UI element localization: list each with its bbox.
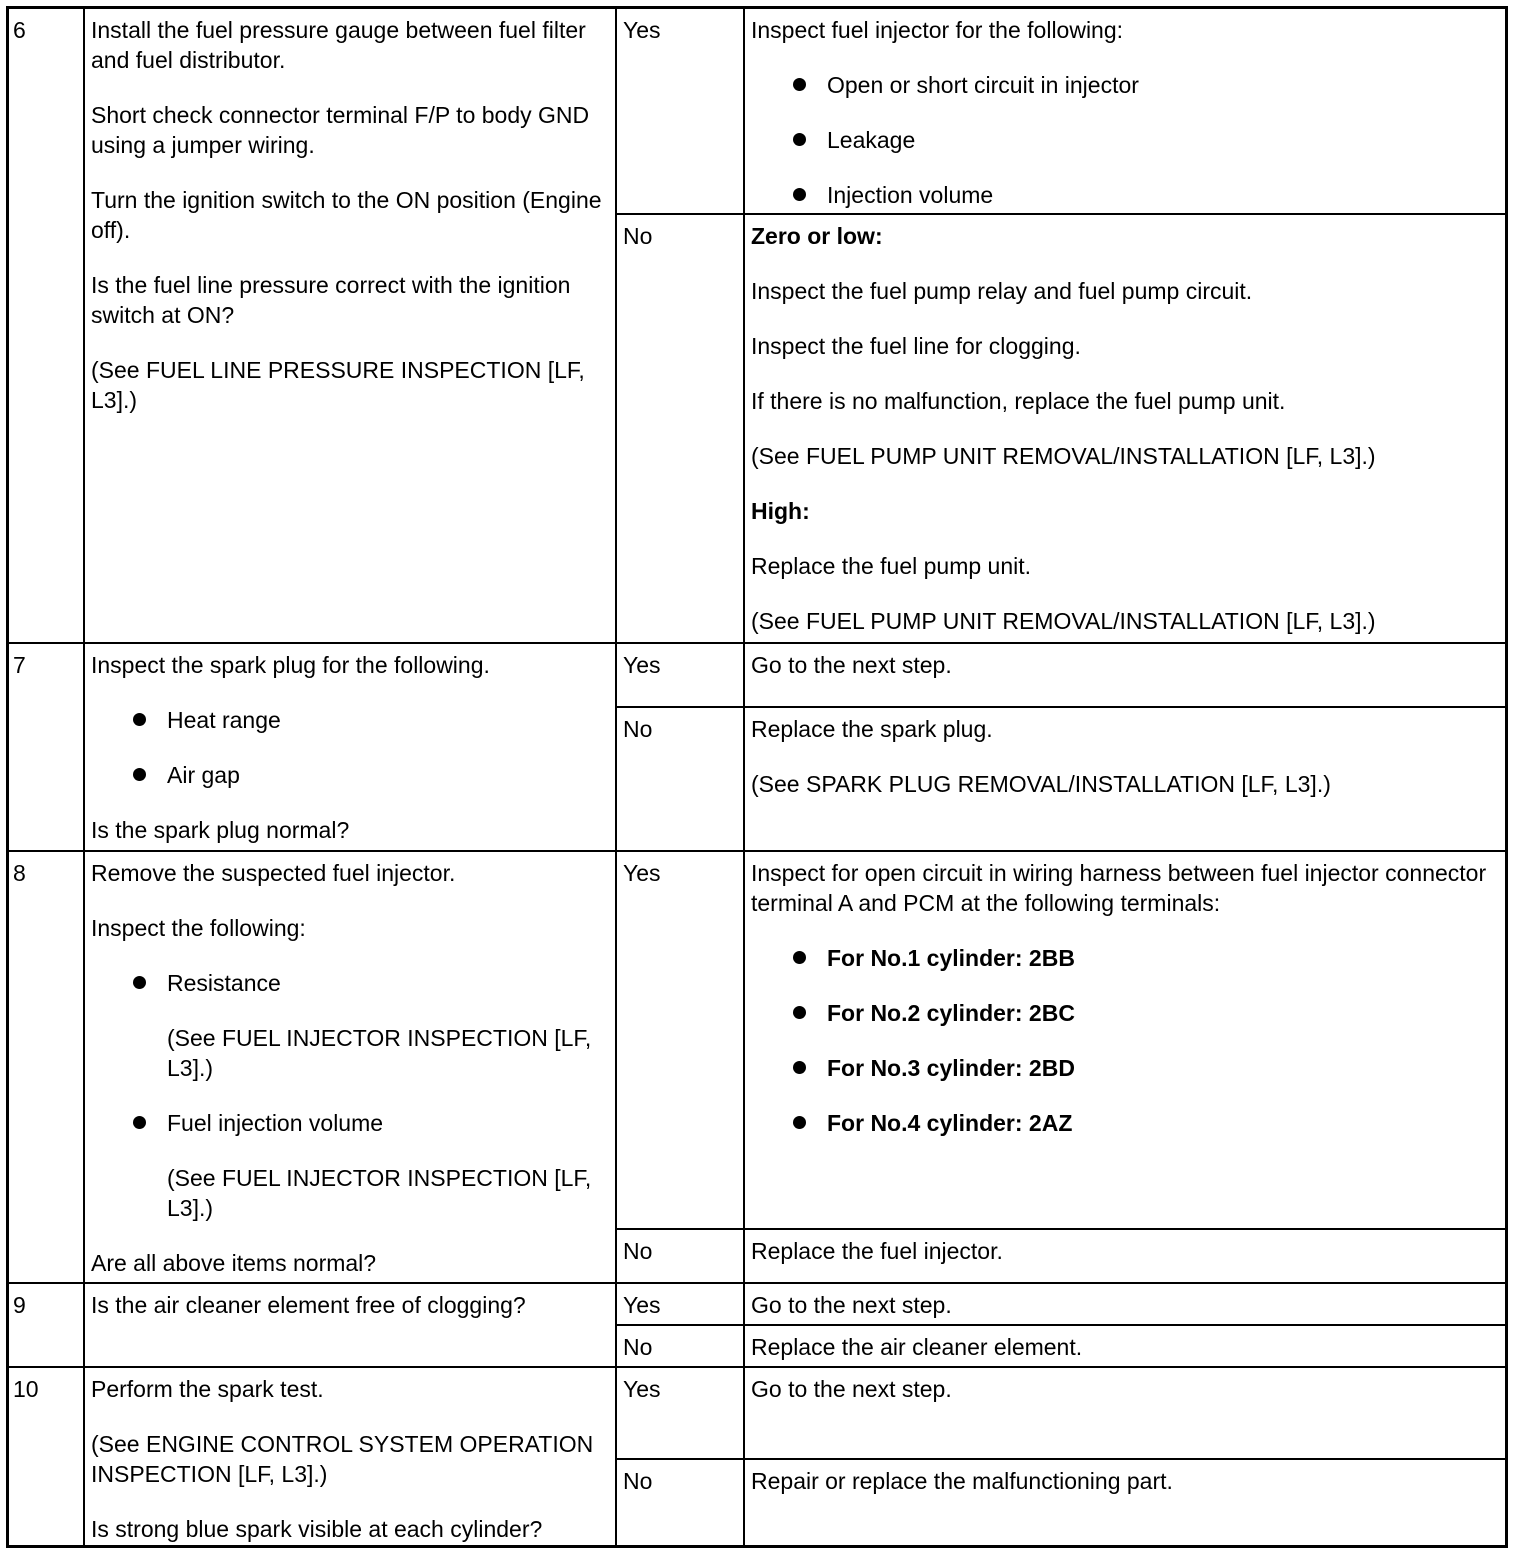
result-text: Replace the fuel injector. <box>751 1238 1003 1264</box>
result-heading: Zero or low: <box>751 223 883 249</box>
step-action <box>85 1284 617 1366</box>
diagnostic-table <box>6 6 1508 1548</box>
reference-text: (See SPARK PLUG REMOVAL/INSTALLATION [LF, L3].) <box>751 771 1331 797</box>
bullet-item: Heat range <box>91 705 609 735</box>
no-branch <box>617 1230 1505 1282</box>
no-result <box>745 1460 1505 1545</box>
yes-branch <box>617 1284 1505 1326</box>
bullet-icon <box>793 951 806 964</box>
no-label: No <box>617 1230 745 1282</box>
yes-result <box>745 1368 1505 1458</box>
step-action <box>85 1368 617 1545</box>
step-7-row <box>9 644 1505 852</box>
action-text: Install the fuel pressure gauge between fuel filter and fuel distributor. <box>91 17 586 73</box>
step-action <box>85 644 617 850</box>
yes-label: Yes <box>617 9 745 213</box>
action-text: Is the fuel line pressure correct with the ignition switch at ON? <box>91 272 571 328</box>
yes-label: Yes <box>617 1284 745 1324</box>
bullet-item: For No.4 cylinder: 2AZ <box>751 1108 1499 1138</box>
bullet-item: For No.3 cylinder: 2BD <box>751 1053 1499 1083</box>
action-text: Perform the spark test. <box>91 1376 324 1402</box>
step-number: 10 <box>9 1368 85 1545</box>
step-number: 6 <box>9 9 85 642</box>
bullet-item: For No.2 cylinder: 2BC <box>751 998 1499 1028</box>
result-text: Inspect the fuel line for clogging. <box>751 333 1081 359</box>
result-text: Replace the spark plug. <box>751 716 993 742</box>
bullet-icon <box>793 1006 806 1019</box>
result-text: Go to the next step. <box>751 1292 952 1318</box>
bullet-icon <box>133 1116 146 1129</box>
yes-label: Yes <box>617 1368 745 1458</box>
no-result <box>745 708 1505 850</box>
no-label: No <box>617 1326 745 1366</box>
no-label: No <box>617 708 745 850</box>
no-branch <box>617 1460 1505 1545</box>
action-text: Short check connector terminal F/P to body GND using a jumper wiring. <box>91 102 590 158</box>
bullet-item: Air gap <box>91 760 609 790</box>
reference-text: (See FUEL LINE PRESSURE INSPECTION [LF, L3].) <box>91 357 585 413</box>
bullet-item: Leakage <box>751 125 1499 155</box>
step-10-row <box>9 1368 1505 1545</box>
no-label: No <box>617 1460 745 1545</box>
yes-label: Yes <box>617 852 745 1228</box>
result-text: Inspect fuel injector for the following: <box>751 17 1124 43</box>
reference-text: (See FUEL PUMP UNIT REMOVAL/INSTALLATION [LF, L3].) <box>751 608 1376 634</box>
bullet-icon <box>793 1061 806 1074</box>
result-text: Replace the fuel pump unit. <box>751 553 1032 579</box>
reference-text: (See FUEL INJECTOR INSPECTION [LF, L3].) <box>167 1025 592 1081</box>
no-branch <box>617 215 1505 642</box>
yes-branch <box>617 644 1505 708</box>
result-text: Inspect the fuel pump relay and fuel pump circuit. <box>751 278 1253 304</box>
result-text: Go to the next step. <box>751 652 952 678</box>
action-text: Remove the suspected fuel injector. <box>91 860 456 886</box>
no-result <box>745 1230 1505 1282</box>
yes-branch <box>617 852 1505 1230</box>
yes-branch <box>617 1368 1505 1460</box>
no-label: No <box>617 215 745 642</box>
no-result <box>745 215 1505 642</box>
action-text: Inspect the spark plug for the following. <box>91 652 490 678</box>
step-number: 9 <box>9 1284 85 1366</box>
reference-text: (See FUEL INJECTOR INSPECTION [LF, L3].) <box>167 1165 592 1221</box>
yes-result <box>745 9 1505 213</box>
bullet-icon <box>793 78 806 91</box>
no-result <box>745 1326 1505 1366</box>
action-text: Turn the ignition switch to the ON position (Engine off). <box>91 187 602 243</box>
question-text: Is strong blue spark visible at each cylinder? <box>91 1516 543 1542</box>
bullet-icon <box>793 133 806 146</box>
yes-branch <box>617 9 1505 215</box>
result-text: Repair or replace the malfunctioning part. <box>751 1468 1173 1494</box>
question-text: Is the air cleaner element free of clogging? <box>91 1292 526 1318</box>
question-text: Are all above items normal? <box>91 1250 377 1276</box>
yes-result <box>745 1284 1505 1324</box>
step-9-row <box>9 1284 1505 1368</box>
reference-text: (See ENGINE CONTROL SYSTEM OPERATION INSPECTION [LF, L3].) <box>91 1431 594 1487</box>
no-branch <box>617 708 1505 850</box>
action-text: Inspect the following: <box>91 915 306 941</box>
result-text: If there is no malfunction, replace the fuel pump unit. <box>751 388 1286 414</box>
bullet-icon <box>133 768 146 781</box>
bullet-icon <box>133 976 146 989</box>
step-number: 7 <box>9 644 85 850</box>
bullet-item: For No.1 cylinder: 2BB <box>751 943 1499 973</box>
result-text: Go to the next step. <box>751 1376 952 1402</box>
result-text: Replace the air cleaner element. <box>751 1334 1083 1360</box>
yes-label: Yes <box>617 644 745 706</box>
step-action <box>85 9 617 642</box>
step-8-row <box>9 852 1505 1284</box>
question-text: Is the spark plug normal? <box>91 817 350 843</box>
bullet-item: Injection volume <box>751 180 1499 210</box>
bullet-item: Fuel injection volume <box>91 1108 609 1138</box>
no-branch <box>617 1326 1505 1366</box>
result-heading: High: <box>751 498 810 524</box>
step-action <box>85 852 617 1282</box>
bullet-icon <box>793 188 806 201</box>
step-6-row <box>9 9 1505 644</box>
reference-text: (See FUEL PUMP UNIT REMOVAL/INSTALLATION [LF, L3].) <box>751 443 1376 469</box>
bullet-icon <box>133 713 146 726</box>
bullet-item: Open or short circuit in injector <box>751 70 1499 100</box>
result-text: Inspect for open circuit in wiring harness between fuel injector connector terminal A and PCM at the following terminals: <box>751 860 1487 916</box>
bullet-item: Resistance <box>91 968 609 998</box>
yes-result <box>745 644 1505 706</box>
yes-result <box>745 852 1505 1228</box>
step-number: 8 <box>9 852 85 1282</box>
bullet-icon <box>793 1116 806 1129</box>
